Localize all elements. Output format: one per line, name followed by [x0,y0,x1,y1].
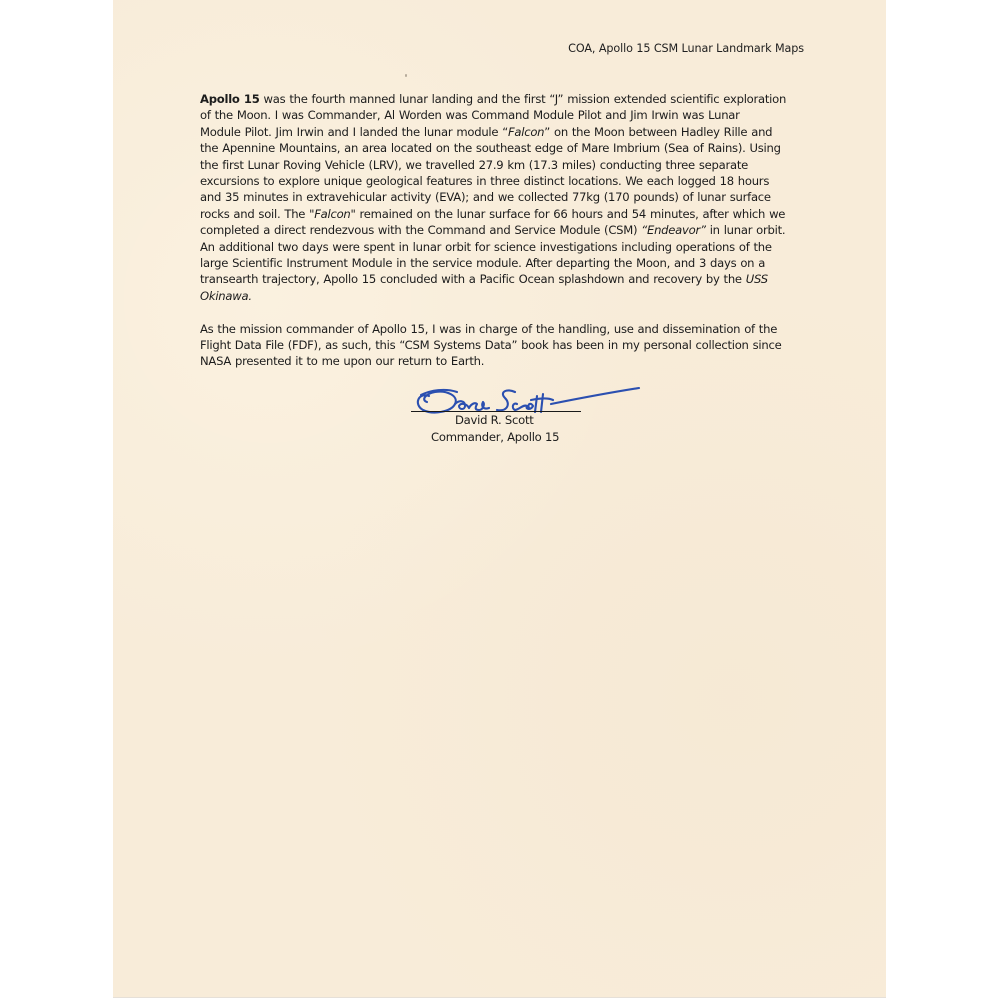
text-line: excursions to explore unique geological features in three distinct locations. We each logged 18 hours [200,174,770,189]
command-module-name: “Endeavor” [641,223,706,238]
text-line: of the Moon. I was Commander, Al Worden was Command Module Pilot and Jim Irwin was Lunar [200,108,740,123]
document-header: COA, Apollo 15 CSM Lunar Landmark Maps [568,42,804,55]
line-text: Module Pilot. Jim Irwin and I landed the lunar module “ [200,124,508,139]
text-line: the first Lunar Roving Vehicle (LRV), we travelled 27.9 km (17.3 miles) conducting three separate [200,157,749,172]
text-line [200,124,820,140]
document-body [200,91,820,386]
document-page [113,0,886,997]
text-line: NASA presented it to me upon our return to Earth. [200,354,485,369]
line-text: ” on the Moon between Hadley Rille and [544,124,773,139]
line-text: was the fourth manned lunar landing and the first “J” mission extended scientific exploration [259,92,787,106]
text-line [200,206,820,222]
line-text: rocks and soil. The " [200,206,315,221]
text-line: large Scientific Instrument Module in the service module. After departing the Moon, and 3 days on a [200,256,766,271]
text-line [200,288,820,304]
lunar-module-name: Falcon [314,206,351,221]
line-text: in lunar orbit. [705,223,786,238]
text-line: An additional two days were spent in lunar orbit for science investigations including operations of the [200,239,772,254]
line-text: " remained on the lunar surface for 66 hours and 54 minutes, after which we [350,206,786,221]
paragraph-mission-summary [200,91,820,304]
ship-name: USS [745,272,768,287]
line-text: transearth trajectory, Apollo 15 concluded with a Pacific Ocean splashdown and recovery by the [200,272,746,287]
paper-speck [405,74,407,77]
text-line: the Apennine Mountains, an area located on the southeast edge of Mare Imbrium (Sea of Rains). Using [200,141,781,156]
paragraph-provenance [200,321,820,370]
signature-line [411,411,581,412]
text-line [200,91,820,107]
line-text: completed a direct rendezvous with the Command and Service Module (CSM) [200,223,642,238]
text-line: Flight Data File (FDF), as such, this “CSM Systems Data” book has been in my personal collection since [200,338,782,353]
lunar-module-name: Falcon [507,124,545,139]
text-line [200,222,820,238]
mission-name: Apollo 15 [200,92,260,106]
text-line: As the mission commander of Apollo 15, I was in charge of the handling, use and dissemination of the [200,321,778,336]
signer-title: Commander, Apollo 15 [431,430,560,444]
ship-name: Okinawa. [200,288,252,303]
signer-name: David R. Scott [455,413,534,427]
text-line: and 35 minutes in extravehicular activity (EVA); and we collected 77kg (170 pounds) of lunar surface [200,190,771,205]
text-line [200,271,820,287]
